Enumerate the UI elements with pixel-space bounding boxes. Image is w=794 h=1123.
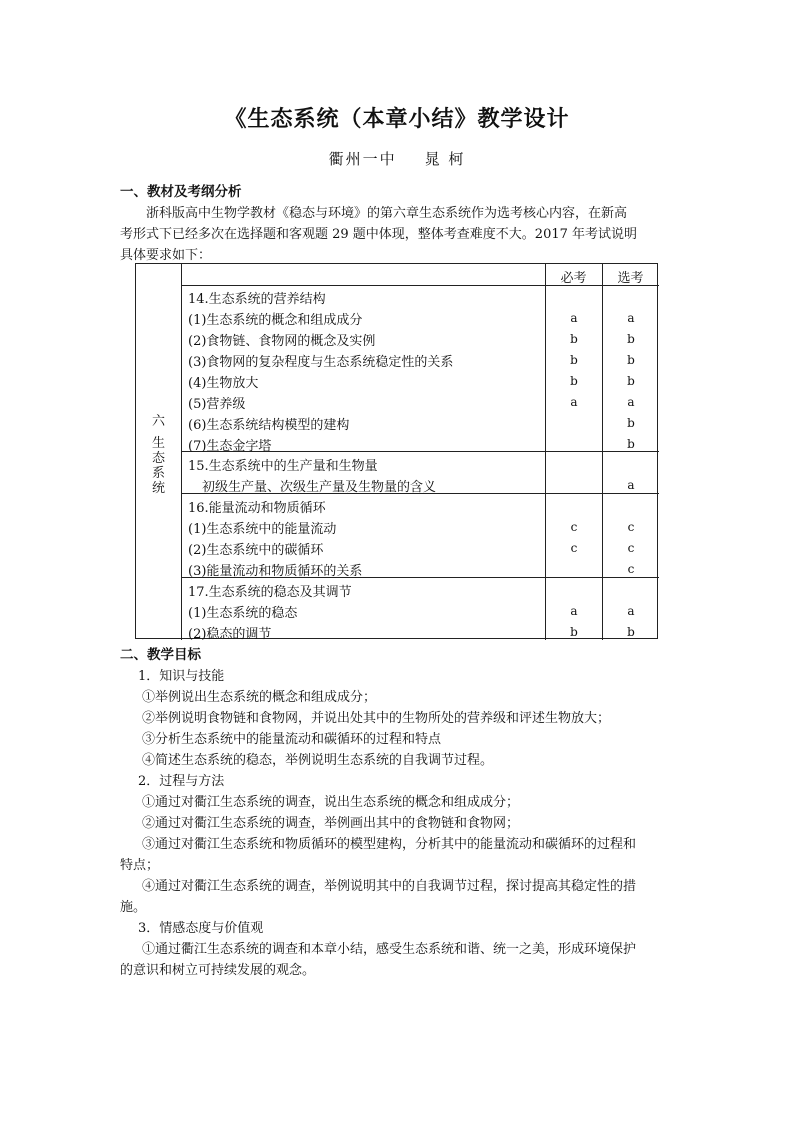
opt-mark: a	[627, 604, 635, 618]
author-school: 衢州一中	[328, 150, 397, 168]
table-row-text: (3)能量流动和物质循环的关系	[188, 564, 363, 579]
table-row-text: (3)食物网的复杂程度与生态系统稳定性的关系	[188, 355, 454, 370]
req-mark: b	[570, 353, 578, 367]
col-required-header: 必考	[560, 271, 587, 286]
goal-item: ①举例说出生态系统的概念和组成成分；	[142, 690, 377, 705]
table-row-text: (2)食物链、食物网的概念及实例	[188, 334, 376, 349]
table-row-text: (6)生态系统结构模型的建构	[188, 418, 350, 433]
goal-item: ③通过对衢江生态系统和物质循环的模型建构，分析其中的能量流动和碳循环的过程和	[142, 837, 637, 852]
table-row-text: (1)生态系统的概念和组成成分	[188, 313, 363, 328]
opt-mark: a	[627, 478, 635, 492]
goal-item-cont: 特点；	[120, 858, 160, 873]
opt-mark: c	[627, 520, 635, 534]
table-row-text: (2)生态系统中的碳循环	[188, 543, 324, 558]
section2-heading: 二、教学目标	[120, 647, 201, 663]
chapter-name: 生 态 系 统	[151, 436, 165, 496]
goal-item: ②通过对衢江生态系统的调查，举例画出其中的食物链和食物网；	[142, 816, 520, 831]
exam-requirements-table	[135, 263, 658, 642]
opt-mark: b	[627, 374, 635, 388]
table-row-text: (1)生态系统中的能量流动	[188, 522, 337, 537]
goal-item: ③分析生态系统中的能量流动和碳循环的过程和特点	[142, 732, 442, 747]
table-row-text: 15.生态系统中的生产量和生物量	[188, 459, 378, 474]
intro-line-2: 考形式下已经多次在选择题和客观题 29 题中体现，整体考查难度不大。2017 年考试说明	[120, 227, 638, 242]
req-mark: a	[570, 604, 578, 618]
intro-line-3: 具体要求如下：	[120, 248, 212, 263]
intro-line-1: 浙科版高中生物学教材《稳态与环境》的第六章生态系统作为选考核心内容，在新高	[146, 206, 628, 221]
opt-mark: b	[627, 416, 635, 430]
goal-item: ①通过对衢江生态系统的调查，说出生态系统的概念和组成成分；	[142, 795, 520, 810]
req-mark: b	[570, 374, 578, 388]
table-row-text: 初级生产量、次级生产量及生物量的含义	[202, 480, 437, 495]
section1-heading: 一、教材及考纲分析	[120, 184, 242, 200]
table-row-text: 17.生态系统的稳态及其调节	[188, 585, 352, 600]
goal-item: ②举例说明食物链和食物网，并说出处其中的生物所处的营养级和评述生物放大；	[142, 711, 611, 726]
opt-mark: a	[627, 395, 635, 409]
col-elective-header: 选考	[617, 271, 644, 286]
req-mark: b	[570, 625, 578, 639]
req-mark: c	[570, 520, 578, 534]
author-name: 晁 柯	[424, 150, 466, 168]
sub1-title: 1．知识与技能	[138, 669, 225, 684]
opt-mark: c	[627, 562, 635, 576]
table-row-text: 14.生态系统的营养结构	[188, 292, 326, 307]
table-row-text: 16.能量流动和物质循环	[188, 501, 326, 516]
goal-item: ①通过衢江生态系统的调查和本章小结，感受生态系统和谐、统一之美，形成环境保护	[142, 942, 637, 957]
opt-mark: b	[627, 437, 635, 451]
sub2-title: 2．过程与方法	[138, 774, 225, 789]
goal-item: ④简述生态系统的稳态，举例说明生态系统的自我调节过程。	[142, 753, 494, 768]
opt-mark: c	[627, 541, 635, 555]
opt-mark: b	[627, 353, 635, 367]
goal-item: ④通过对衢江生态系统的调查，举例说明其中的自我调节过程，探讨提高其稳定性的措	[142, 879, 637, 894]
req-mark: a	[570, 395, 578, 409]
sub3-title: 3．情感态度与价值观	[138, 921, 264, 936]
table-row-text: (1)生态系统的稳态	[188, 606, 298, 621]
author-line	[0, 148, 794, 169]
table-row-text: (5)营养级	[188, 397, 246, 412]
req-mark: b	[570, 332, 578, 346]
goal-item-cont: 施。	[120, 900, 147, 915]
table-row-text: (4)生物放大	[188, 376, 259, 391]
goal-item-cont: 的意识和树立可持续发展的观念。	[120, 963, 316, 978]
opt-mark: a	[627, 311, 635, 325]
req-mark: a	[570, 311, 578, 325]
req-mark: c	[570, 541, 578, 555]
table-row-text: (2)稳态的调节	[188, 627, 272, 642]
chapter-number: 六	[151, 414, 165, 429]
table-row-text: (7)生态金字塔	[188, 439, 272, 454]
document-title: 《生态系统（本章小结》教学设计	[224, 107, 570, 132]
opt-mark: b	[627, 625, 635, 639]
opt-mark: b	[627, 332, 635, 346]
